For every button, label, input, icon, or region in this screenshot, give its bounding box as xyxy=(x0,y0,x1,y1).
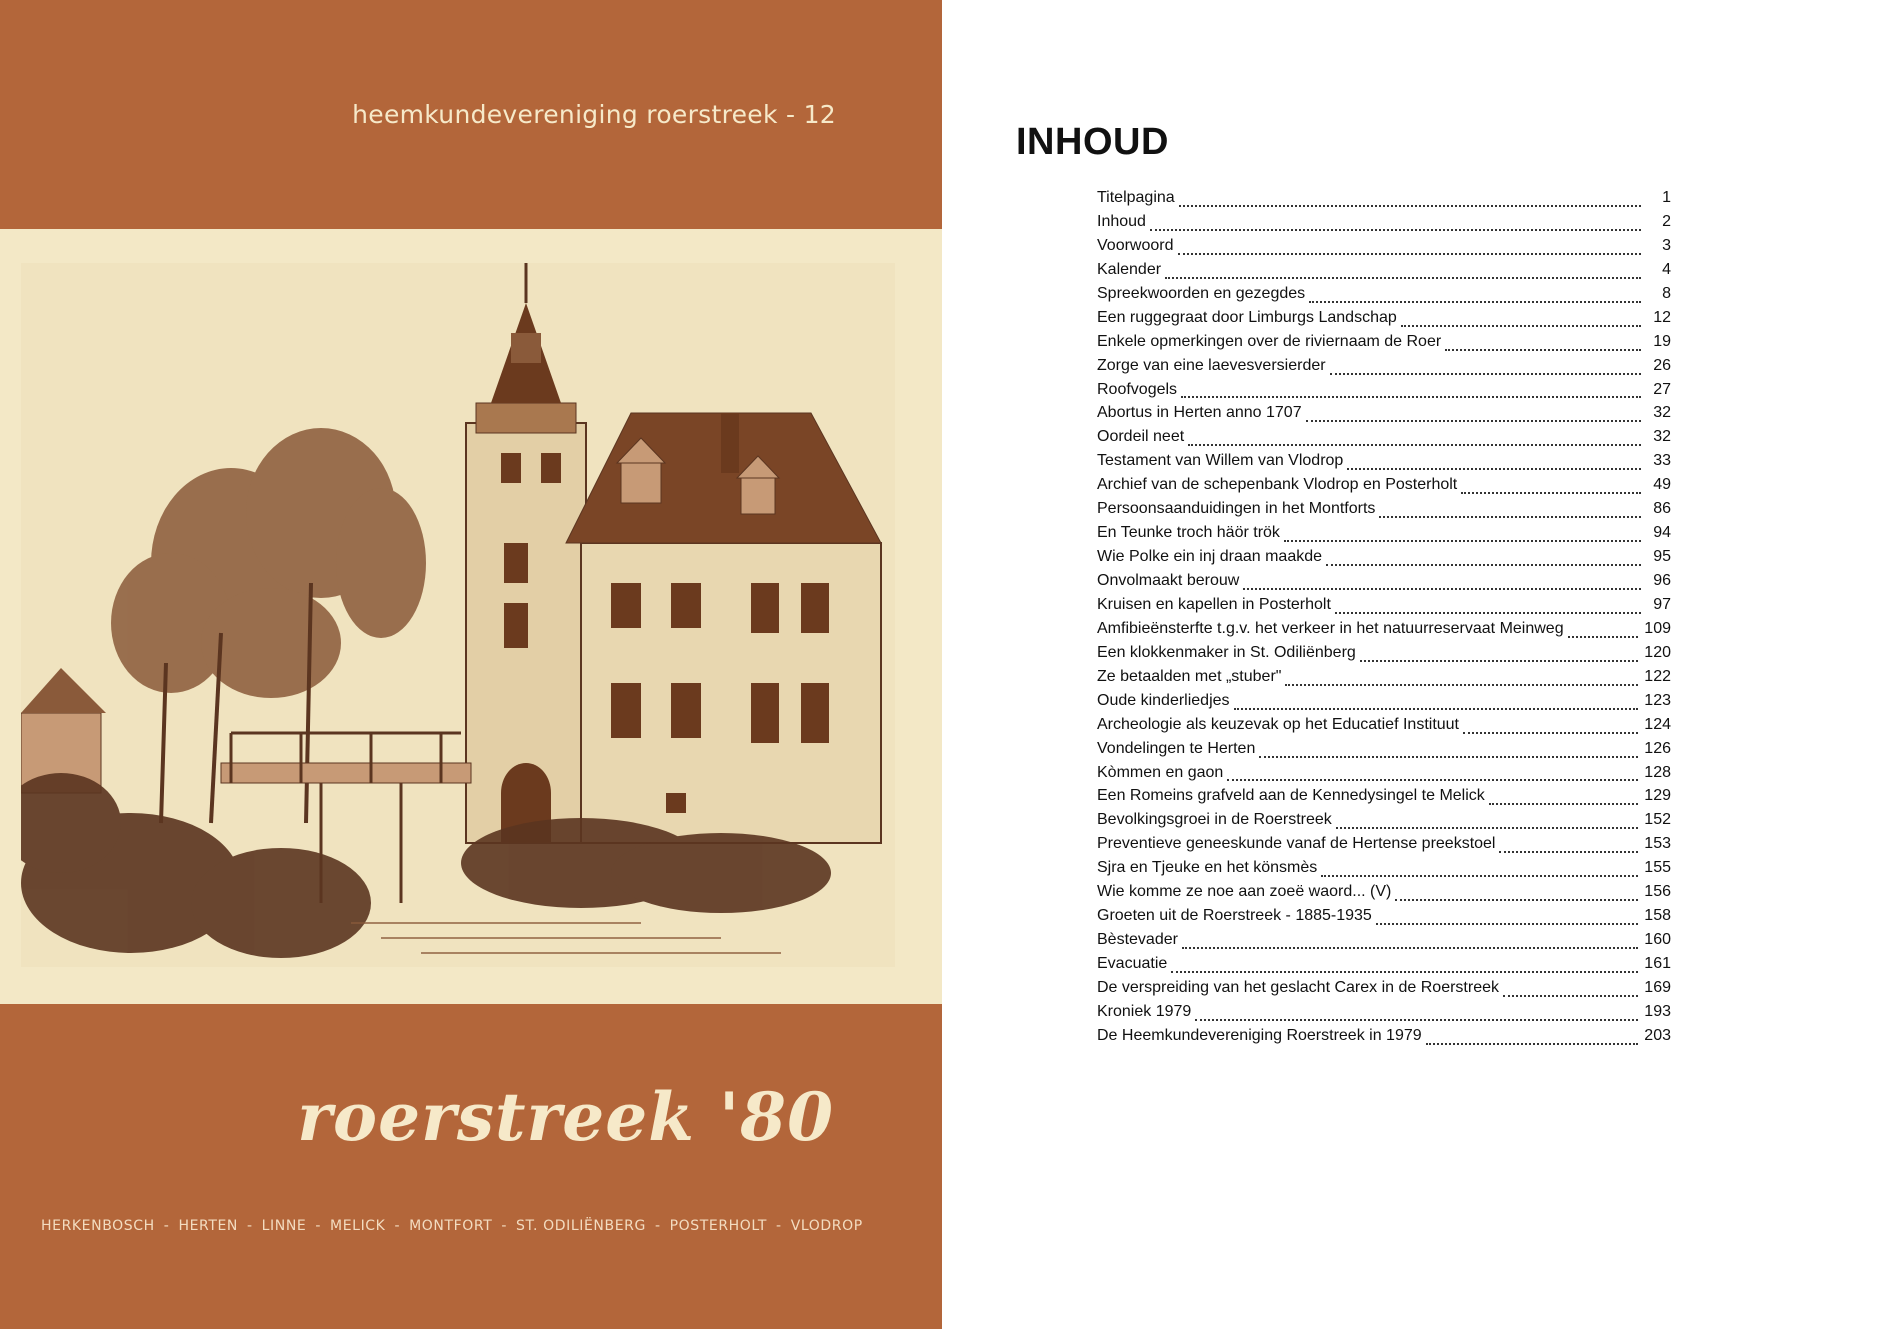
contents-entry-title: Wie komme ze noe aan zoeë waord... (V) xyxy=(1097,883,1392,901)
dot-leader xyxy=(1150,229,1641,231)
place-separator: - xyxy=(501,1218,508,1234)
contents-entry-title: En Teunke troch häör trök xyxy=(1097,524,1280,542)
dot-leader xyxy=(1188,444,1641,446)
dot-leader xyxy=(1321,875,1638,877)
contents-entry-title: Een ruggegraat door Limburgs Landschap xyxy=(1097,308,1397,326)
dot-leader xyxy=(1285,684,1638,686)
contents-entry-page: 156 xyxy=(1644,883,1671,901)
place-separator: - xyxy=(315,1218,322,1234)
contents-entry xyxy=(1097,835,1671,859)
place-name: POSTERHOLT xyxy=(669,1218,768,1234)
contents-entry-page: 49 xyxy=(1653,476,1671,494)
contents-entry-title: Oordeil neet xyxy=(1097,428,1185,446)
contents-entry xyxy=(1097,644,1671,668)
dot-leader xyxy=(1489,803,1639,805)
contents-entry xyxy=(1097,1027,1671,1051)
place-name: MONTFORT xyxy=(409,1218,493,1234)
dot-leader xyxy=(1347,468,1641,470)
contents-entry xyxy=(1097,1003,1671,1027)
dot-leader xyxy=(1234,708,1639,710)
dot-leader xyxy=(1379,516,1641,518)
contents-entry xyxy=(1097,979,1671,1003)
contents-entry-title: De verspreiding van het geslacht Carex in de Roerstreek xyxy=(1097,978,1499,996)
cover-series-label: heemkundevereniging roerstreek - 12 xyxy=(352,100,836,129)
contents-entry-page: 169 xyxy=(1644,978,1671,996)
contents-entry xyxy=(1097,452,1671,476)
contents-entry-title: Kalender xyxy=(1097,260,1162,278)
cover-title: roerstreek '80 xyxy=(297,1078,834,1156)
dot-leader xyxy=(1259,756,1638,758)
contents-page xyxy=(1010,0,1882,1329)
contents-entry xyxy=(1097,692,1671,716)
contents-entry-title: Onvolmaakt berouw xyxy=(1097,572,1240,589)
place-separator: - xyxy=(776,1218,782,1234)
dot-leader xyxy=(1426,1043,1639,1045)
dot-leader xyxy=(1243,588,1641,590)
contents-entry-page: 12 xyxy=(1653,308,1671,326)
contents-entry-title: Archief van de schepenbank Vlodrop en Posterholt xyxy=(1097,476,1458,494)
contents-entry-title: Spreekwoorden en gezegdes xyxy=(1097,284,1306,302)
contents-entry-page: 4 xyxy=(1662,260,1671,278)
contents-entry xyxy=(1097,428,1671,452)
contents-entry-title: Preventieve geneeskunde vanaf de Hertense preekstoel xyxy=(1097,835,1496,853)
dot-leader xyxy=(1568,636,1639,638)
contents-entry-title: Persoonsaanduidingen in het Montforts xyxy=(1097,500,1376,518)
contents-entry-page: 158 xyxy=(1644,907,1671,925)
contents-entry xyxy=(1097,500,1671,524)
contents-entry-page: 2 xyxy=(1662,212,1671,230)
dot-leader xyxy=(1463,732,1638,734)
cover-places-list xyxy=(41,1218,863,1234)
contents-entry xyxy=(1097,381,1671,405)
place-name: VLODROP xyxy=(790,1218,863,1234)
contents-entry-page: 32 xyxy=(1653,428,1671,446)
contents-entry-page: 152 xyxy=(1644,811,1671,829)
contents-entry xyxy=(1097,548,1671,572)
dot-leader xyxy=(1499,851,1638,853)
dot-leader xyxy=(1165,277,1641,279)
contents-entry xyxy=(1097,476,1671,500)
contents-entry-page: 193 xyxy=(1644,1002,1671,1020)
contents-entry xyxy=(1097,907,1671,931)
contents-entry-title: Kroniek 1979 xyxy=(1097,1002,1192,1020)
place-separator: - xyxy=(394,1218,401,1234)
contents-entry-page: 26 xyxy=(1653,356,1671,374)
contents-entry-title: Evacuatie xyxy=(1097,955,1168,972)
dot-leader xyxy=(1178,253,1642,255)
contents-entry-page: 97 xyxy=(1653,595,1671,613)
contents-entry-title: Groeten uit de Roerstreek - 1885-1935 xyxy=(1097,907,1372,925)
contents-entry-page: 126 xyxy=(1644,739,1671,757)
dot-leader xyxy=(1181,396,1641,398)
place-name: HERTEN xyxy=(178,1218,238,1234)
contents-entry-title: Bèstevader xyxy=(1097,931,1178,949)
place-name: MELICK xyxy=(330,1218,386,1234)
dot-leader xyxy=(1376,923,1638,925)
contents-entry-page: 161 xyxy=(1644,955,1671,972)
contents-entry-page: 8 xyxy=(1662,284,1671,302)
contents-entry-title: Bevolkingsgroei in de Roerstreek xyxy=(1097,811,1332,829)
contents-entry xyxy=(1097,620,1671,644)
dot-leader xyxy=(1503,995,1638,997)
dot-leader xyxy=(1171,971,1638,973)
contents-entry-title: Enkele opmerkingen over de riviernaam de Roer xyxy=(1097,332,1442,350)
dot-leader xyxy=(1309,301,1641,303)
contents-entry-title: Archeologie als keuzevak op het Educatief Instituut xyxy=(1097,715,1459,733)
dot-leader xyxy=(1284,540,1641,542)
contents-entry-page: 1 xyxy=(1662,189,1671,206)
dot-leader xyxy=(1330,373,1641,375)
place-name: ST. ODILIËNBERG xyxy=(516,1218,646,1234)
contents-entry-title: Oude kinderliedjes xyxy=(1097,691,1230,709)
contents-entry xyxy=(1097,261,1671,285)
contents-entry-title: Kruisen en kapellen in Posterholt xyxy=(1097,595,1331,613)
dot-leader xyxy=(1360,660,1639,662)
contents-entry xyxy=(1097,524,1671,548)
contents-entry-title: Een Romeins grafveld aan de Kennedysingel te Melick xyxy=(1097,787,1485,805)
contents-entry-title: Inhoud xyxy=(1097,212,1146,230)
contents-heading: INHOUD xyxy=(1016,121,1169,163)
contents-entry-page: 3 xyxy=(1662,236,1671,254)
contents-entry-page: 122 xyxy=(1644,667,1671,685)
contents-entry xyxy=(1097,668,1671,692)
contents-entry-title: Ze betaalden met „stuber" xyxy=(1097,667,1282,685)
contents-entry xyxy=(1097,740,1671,764)
castle-illustration xyxy=(21,263,895,967)
contents-entry xyxy=(1097,213,1671,237)
contents-entry-page: 86 xyxy=(1653,500,1671,518)
contents-entry xyxy=(1097,787,1671,811)
dot-leader xyxy=(1336,827,1639,829)
contents-entry-page: 123 xyxy=(1644,691,1671,709)
dot-leader xyxy=(1195,1019,1638,1021)
contents-entry-page: 155 xyxy=(1644,859,1671,877)
dot-leader xyxy=(1306,420,1641,422)
dot-leader xyxy=(1461,492,1641,494)
dot-leader xyxy=(1326,564,1641,566)
contents-entry-page: 120 xyxy=(1644,643,1671,661)
contents-entry xyxy=(1097,596,1671,620)
contents-entry xyxy=(1097,309,1671,333)
contents-entry-title: Abortus in Herten anno 1707 xyxy=(1097,404,1302,422)
contents-entry-page: 27 xyxy=(1653,380,1671,398)
contents-entry-title: Een klokkenmaker in St. Odiliënberg xyxy=(1097,643,1356,661)
contents-entry-page: 124 xyxy=(1644,715,1671,733)
contents-entry-title: Testament van Willem van Vlodrop xyxy=(1097,452,1344,470)
contents-entry-title: Voorwoord xyxy=(1097,236,1174,254)
contents-entry-title: Kòmmen en gaon xyxy=(1097,763,1224,781)
contents-entry xyxy=(1097,572,1671,596)
contents-entry-page: 160 xyxy=(1644,931,1671,949)
contents-entry-page: 128 xyxy=(1644,763,1671,781)
dot-leader xyxy=(1401,325,1641,327)
contents-entry xyxy=(1097,285,1671,309)
contents-entry-title: Vondelingen te Herten xyxy=(1097,739,1256,757)
contents-entry-title: Sjra en Tjeuke en het könsmès xyxy=(1097,859,1318,877)
dot-leader xyxy=(1179,205,1641,207)
contents-entry-page: 203 xyxy=(1644,1026,1671,1044)
contents-entry xyxy=(1097,859,1671,883)
contents-entry xyxy=(1097,333,1671,357)
contents-entry xyxy=(1097,811,1671,835)
contents-entry xyxy=(1097,931,1671,955)
place-separator: - xyxy=(654,1218,661,1234)
place-name: HERKENBOSCH xyxy=(41,1218,155,1234)
contents-entry xyxy=(1097,357,1671,381)
place-separator: - xyxy=(247,1218,253,1234)
contents-entry xyxy=(1097,404,1671,428)
contents-entry xyxy=(1097,955,1671,979)
contents-entry-page: 96 xyxy=(1653,572,1671,589)
contents-list xyxy=(1097,189,1671,1051)
dot-leader xyxy=(1395,899,1638,901)
contents-entry-page: 33 xyxy=(1653,452,1671,470)
contents-entry-page: 109 xyxy=(1644,619,1671,637)
contents-entry xyxy=(1097,716,1671,740)
contents-entry-title: Wie Polke ein inj draan maakde xyxy=(1097,548,1323,566)
dot-leader xyxy=(1445,349,1641,351)
contents-entry-page: 19 xyxy=(1653,332,1671,350)
contents-entry-page: 32 xyxy=(1653,404,1671,422)
contents-entry-title: Amfibieënsterfte t.g.v. het verkeer in het natuurreservaat Meinweg xyxy=(1097,619,1564,637)
dot-leader xyxy=(1182,947,1638,949)
contents-entry-page: 129 xyxy=(1644,787,1671,805)
contents-entry xyxy=(1097,189,1671,213)
contents-entry-page: 94 xyxy=(1653,524,1671,542)
contents-entry-title: Zorge van eine laevesversierder xyxy=(1097,356,1326,374)
contents-entry-title: Titelpagina xyxy=(1097,189,1175,206)
contents-entry-title: Roofvogels xyxy=(1097,380,1178,398)
contents-entry-title: De Heemkundevereniging Roerstreek in 1979 xyxy=(1097,1026,1422,1044)
dot-leader xyxy=(1227,779,1638,781)
contents-entry-page: 95 xyxy=(1653,548,1671,566)
contents-entry xyxy=(1097,237,1671,261)
contents-entry xyxy=(1097,883,1671,907)
place-name: LINNE xyxy=(261,1218,307,1234)
dot-leader xyxy=(1335,612,1641,614)
contents-entry-page: 153 xyxy=(1644,835,1671,853)
contents-entry xyxy=(1097,764,1671,788)
place-separator: - xyxy=(163,1218,170,1234)
